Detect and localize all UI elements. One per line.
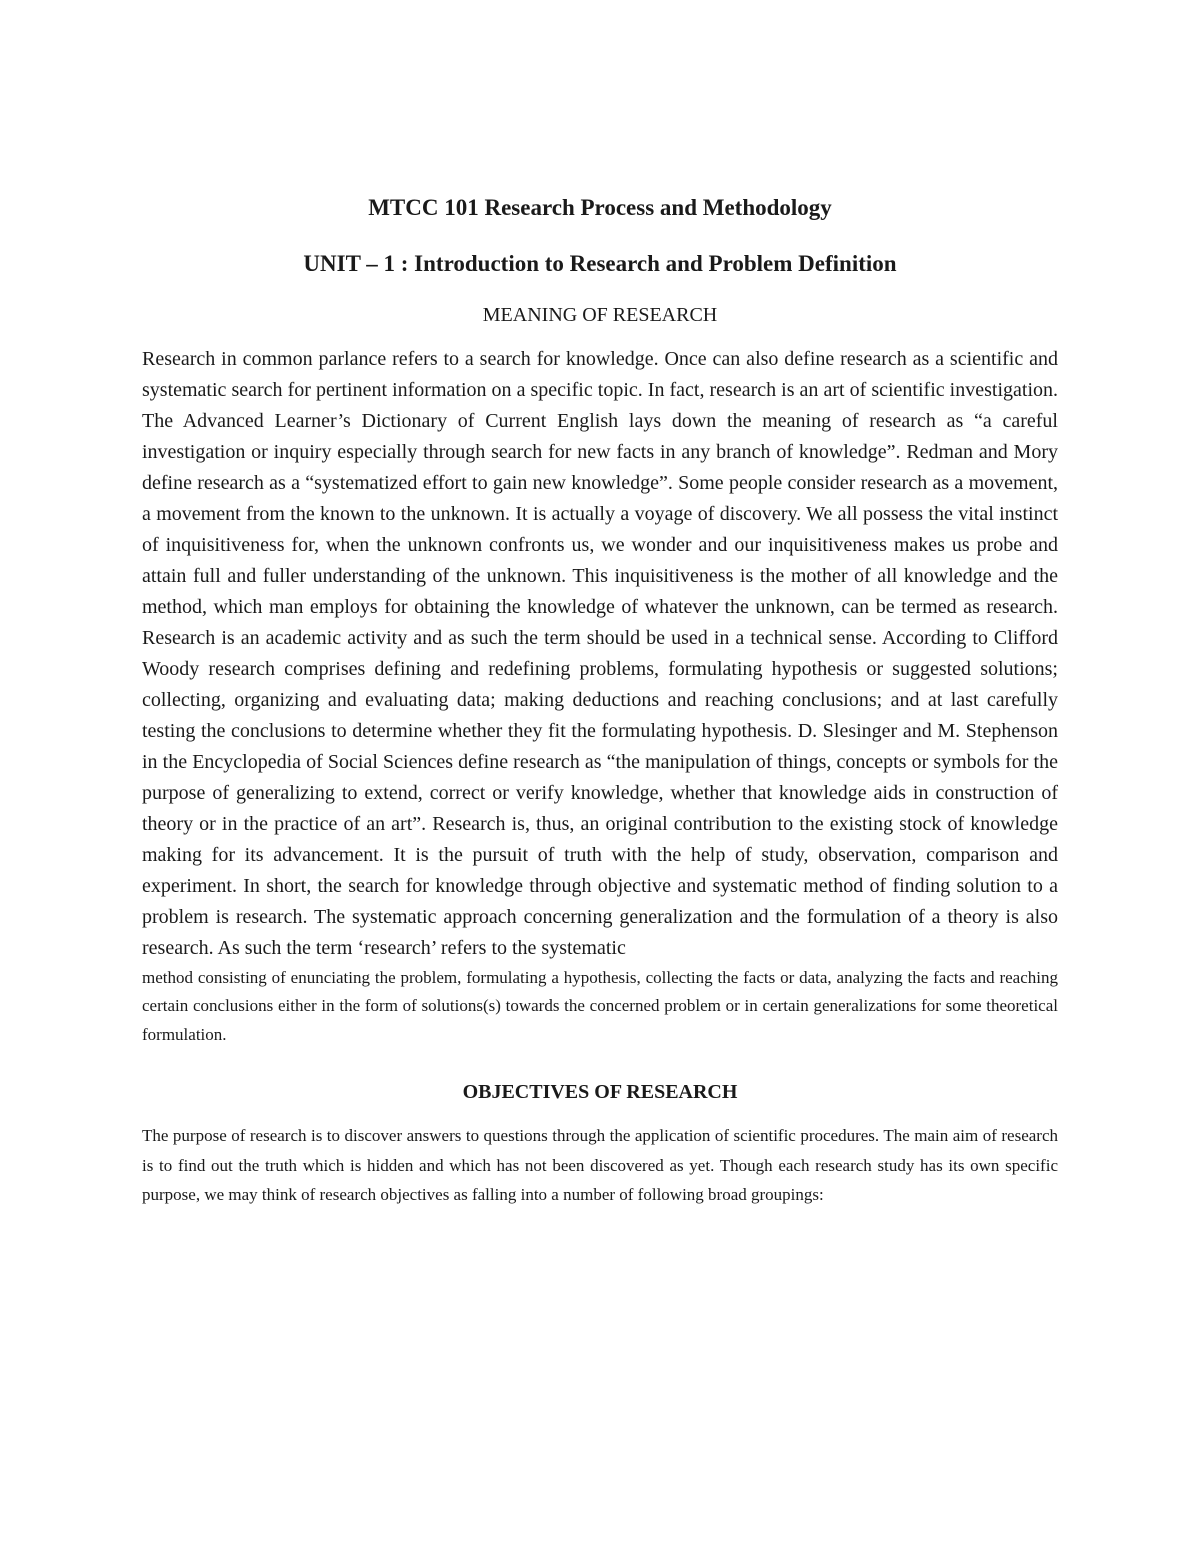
section-heading-meaning: MEANING OF RESEARCH (482, 304, 718, 326)
objectives-paragraph: The purpose of research is to discover answers to questions through the application of scientific procedures. The main aim of research is to find out the truth which is hidden and which has not been discovered as yet. Though each research study has its own specific purpose, we may think of research objectives as falling into a number of following broad groupings: (142, 1126, 1058, 1205)
document-page (142, 192, 1058, 1210)
meaning-paragraph: Research in common parlance refers to a search for knowledge. Once can also define research as a scientific and systematic search for pertinent information on a specific topic. In fact, research is an art of scientific investigation. The Advanced Learner’s Dictionary of Current English lays down the meaning of research as “a careful investigation or inquiry especially through search for new facts in any branch of knowledge”. Redman and Mory define research as a “systematized effort to gain new knowledge”. Some people consider research as a movement, a movement from the known to the unknown. It is actually a voyage of discovery. We all possess the vital instinct of inquisitiveness for, when the unknown confronts us, we wonder and our inquisitiveness makes us probe and attain full and fuller understanding of the unknown. This inquisitiveness is the mother of all knowledge and the method, which man employs for obtaining the knowledge of whatever the unknown, can be termed as research. Research is an academic activity and as such the term should be used in a technical sense. According to Clifford Woody research comprises defining and redefining problems, formulating hypothesis or suggested solutions; collecting, organizing and evaluating data; making deductions and reaching conclusions; and at last carefully testing the conclusions to determine whether they fit the formulating hypothesis. D. Slesinger and M. Stephenson in the Encyclopedia of Social Sciences define research as “the manipulation of things, concepts or symbols for the purpose of generalizing to extend, correct or verify knowledge, whether that knowledge aids in construction of theory or in the practice of an art”. Research is, thus, an original contribution to the existing stock of knowledge making for its advancement. It is the pursuit of truth with the help of study, observation, comparison and experiment. In short, the search for knowledge through objective and systematic method of finding solution to a problem is research. The systematic approach concerning generalization and the formulation of a theory is also research. As such the term ‘research’ refers to the systematic (142, 348, 1058, 959)
section-heading-objectives: OBJECTIVES OF RESEARCH (462, 1081, 738, 1104)
meaning-paragraph-continued: method consisting of enunciating the problem, formulating a hypothesis, collecting the facts or data, analyzing the facts and reaching certain conclusions either in the form of solutions(s) towards the concerned problem or in certain generalizations for some theoretical formulation. (142, 968, 1058, 1044)
unit-heading: UNIT – 1 : Introduction to Research and Problem Definition (303, 251, 897, 276)
document-title: MTCC 101 Research Process and Methodology (368, 195, 832, 220)
